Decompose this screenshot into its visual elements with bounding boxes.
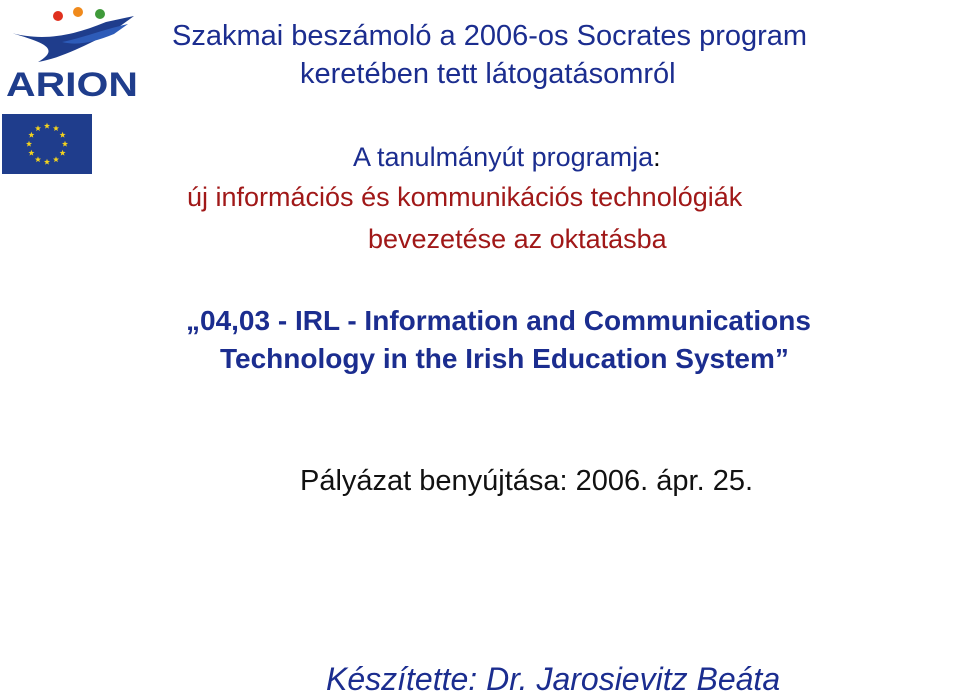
author-credit: Készítette: Dr. Jarosievitz Beáta — [326, 661, 781, 697]
arion-logo — [2, 2, 142, 100]
submission-date: Pályázat benyújtása: 2006. ápr. 25. — [300, 465, 754, 497]
eu-flag-logo — [2, 114, 92, 174]
heading-line-1: Szakmai beszámoló a 2006-os Socrates program — [172, 20, 808, 52]
logo-dot — [95, 9, 105, 19]
program-label — [353, 142, 661, 173]
project-title-line-2: Technology in the Irish Education System” — [220, 343, 789, 374]
heading-line-2: keretében tett látogatásomról — [300, 58, 676, 90]
project-title-line-1: „04,03 - IRL - Information and Communications — [186, 305, 811, 336]
program-topic-line-2: bevezetése az oktatásba — [368, 224, 667, 254]
program-label-colon: : — [653, 142, 661, 172]
program-label-text: A tanulmányút programja — [353, 142, 654, 172]
logo-dot — [53, 11, 63, 21]
logo-swoosh — [8, 16, 134, 62]
arion-wordmark: ARION — [6, 66, 138, 100]
logo-dot — [73, 7, 83, 17]
program-topic-line-1: új információs és kommunikációs technológiák — [187, 182, 743, 212]
